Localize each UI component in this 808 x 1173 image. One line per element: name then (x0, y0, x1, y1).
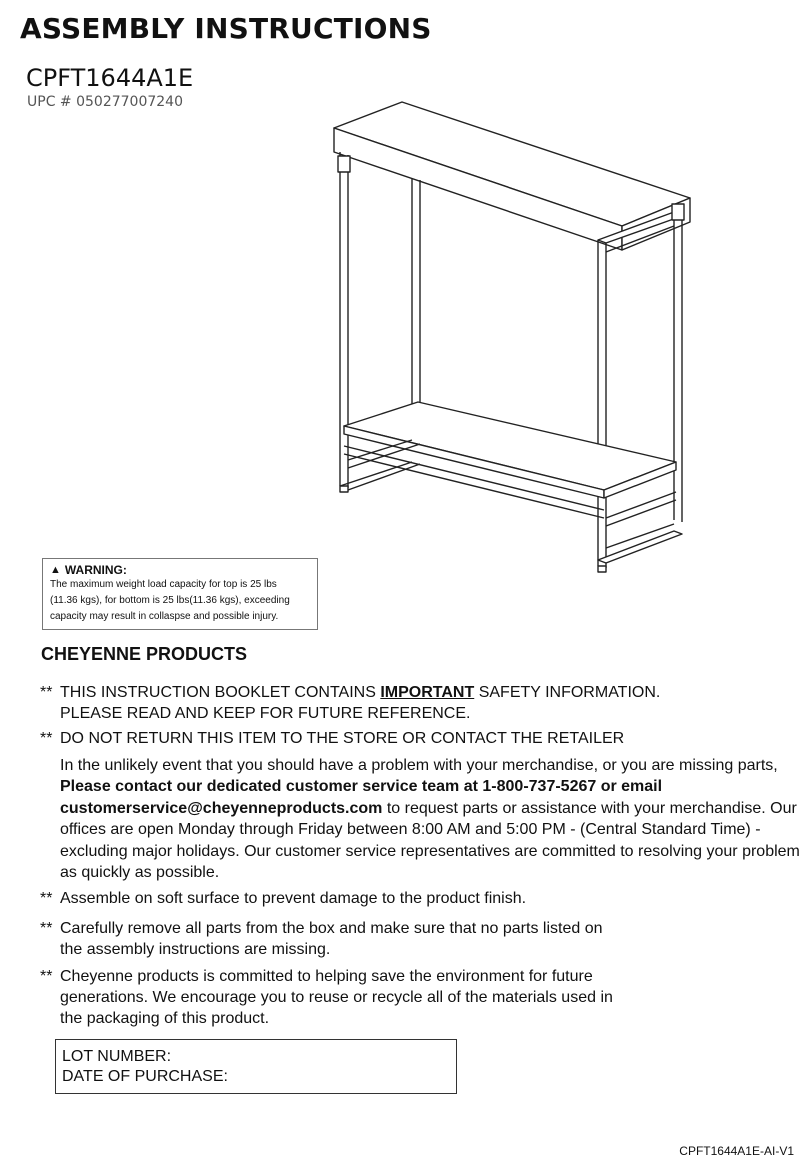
note-text: Cheyenne products is committed to helping save the environment for future (60, 968, 593, 985)
note-text: SAFETY INFORMATION. (474, 684, 661, 701)
note-text: generations. We encourage you to reuse or recycle all of the materials used in (60, 989, 613, 1006)
note-text: PLEASE READ AND KEEP FOR FUTURE REFERENCE. (60, 705, 471, 722)
document-code: CPFT1644A1E-AI-V1 (679, 1144, 794, 1158)
note-environment (40, 966, 800, 1029)
warning-triangle-icon: ▲ (50, 564, 61, 576)
note-text: Carefully remove all parts from the box and make sure that no parts listed on (60, 920, 603, 937)
note-remove-parts (40, 918, 800, 960)
warning-title-text: WARNING: (64, 563, 127, 577)
note-stars: ** (40, 730, 53, 747)
lot-number-label: LOT NUMBER: (62, 1048, 172, 1065)
note-text: THIS INSTRUCTION BOOKLET CONTAINS (60, 684, 381, 701)
important-emphasis: IMPORTANT (380, 684, 475, 701)
customer-service-paragraph (60, 755, 800, 883)
warning-line: The maximum weight load capacity for top is 25 lbs (50, 579, 277, 590)
customer-service-contact: Please contact our dedicated customer service team at 1-800-737-5267 or email customerservice@cheyenneproducts.com (60, 778, 663, 817)
note-do-not-return (40, 728, 800, 749)
warning-line: (11.36 kgs), for bottom is 25 lbs(11.36 kgs), exceeding (50, 595, 290, 606)
date-of-purchase-label: DATE OF PURCHASE: (62, 1068, 228, 1085)
note-text: the assembly instructions are missing. (60, 941, 331, 958)
upc-code: UPC # 050277007240 (27, 94, 183, 110)
company-name: CHEYENNE PRODUCTS (41, 644, 248, 664)
note-stars: ** (40, 968, 53, 985)
note-text: Assemble on soft surface to prevent damage to the product finish. (60, 890, 527, 907)
warning-line: capacity may result in collaspse and possible injury. (50, 611, 279, 622)
warning-title (50, 563, 310, 577)
warning-box (42, 558, 318, 630)
note-stars: ** (40, 684, 53, 701)
note-stars: ** (40, 920, 53, 937)
page-title: ASSEMBLY INSTRUCTIONS (20, 12, 432, 45)
lot-info-box (55, 1039, 457, 1094)
note-text: DO NOT RETURN THIS ITEM TO THE STORE OR CONTACT THE RETAILER (60, 730, 625, 747)
note-stars: ** (40, 890, 53, 907)
model-number: CPFT1644A1E (26, 64, 194, 92)
note-soft-surface (40, 888, 800, 909)
note-text: In the unlikely event that you should have a problem with your merchandise, or you are missing parts, (60, 757, 778, 774)
note-important (40, 682, 800, 724)
note-text: to request parts or assistance with your merchandise. Our offices are open Monday through Friday between 8:00 AM and 5:00 PM - (Central Standard Time) - excluding major holidays. Our customer service representatives are committed to resolving your problem as quickly as possible. (60, 799, 800, 882)
console-table-icon (320, 100, 700, 580)
note-text: the packaging of this product. (60, 1010, 270, 1027)
